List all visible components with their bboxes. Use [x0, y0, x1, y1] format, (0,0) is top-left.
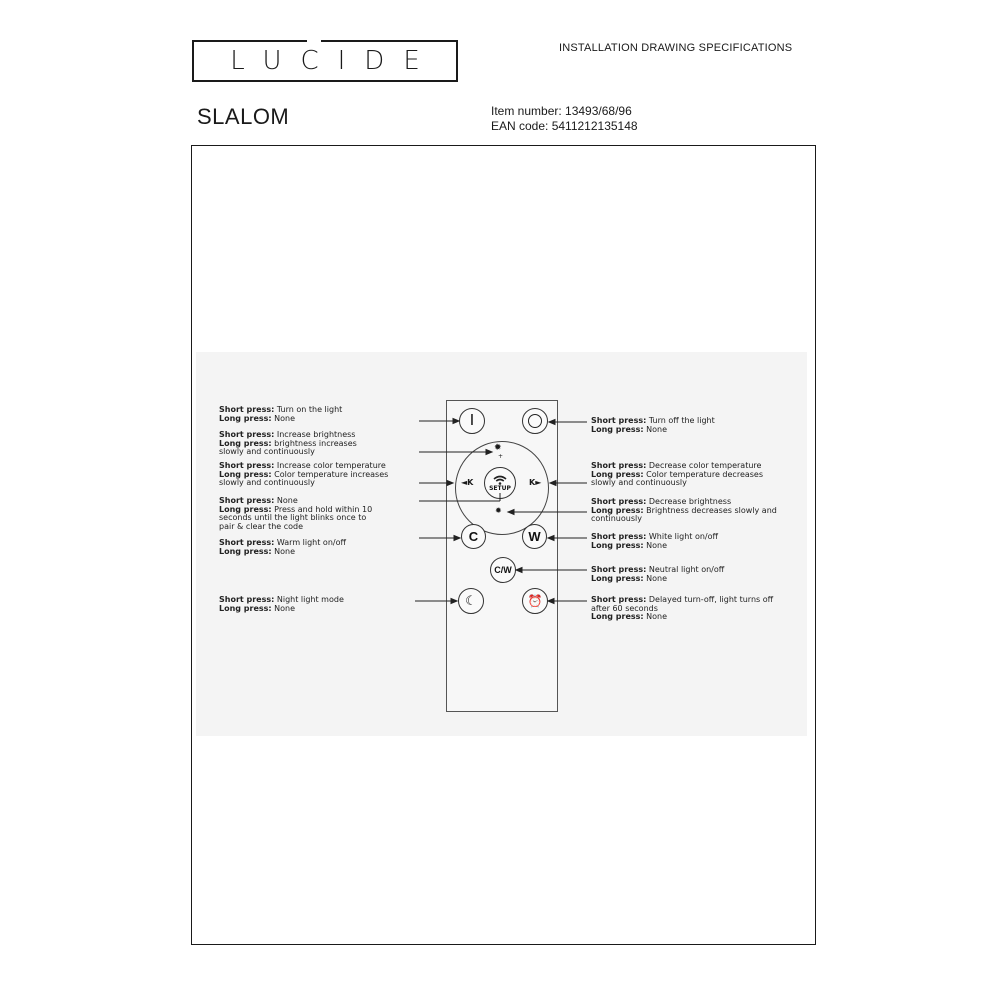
power-on-button: I [459, 408, 485, 434]
desc-brightness-up: Short press: Increase brightness Long press: brightness increases slowly and continuously [219, 430, 357, 457]
ean-code: EAN code: 5411212135148 [491, 119, 638, 133]
desc-brightness-down: Short press: Decrease brightness Long press: Brightness decreases slowly and continuously [591, 497, 777, 524]
desc-warm-light: Short press: Warm light on/off Long press: None [219, 538, 346, 556]
product-name: SLALOM [197, 104, 290, 129]
warm-light-button: C [461, 524, 486, 549]
alarm-clock-icon: ⏰ [527, 594, 543, 608]
desc-color-temp-down: Short press: Decrease color temperature Long press: Color temperature decreases slowly and continuously [591, 461, 764, 488]
neutral-light-button: C/W [490, 557, 516, 583]
desc-timer: Short press: Delayed turn-off, light turns off after 60 seconds Long press: None [591, 595, 774, 622]
logo-text: LUCIDE [230, 46, 439, 76]
desc-color-temp-up: Short press: Increase color temperature Long press: Color temperature increases slowly and continuously [219, 461, 389, 488]
item-number: Item number: 13493/68/96 [491, 104, 632, 118]
white-light-button: W [522, 524, 547, 549]
setup-label: SETUP [489, 484, 511, 492]
brightness-down-icon: ✹ [495, 506, 502, 515]
desc-power-on: Short press: Turn on the light Long press: None [219, 405, 343, 423]
plus-icon: + [498, 453, 504, 460]
k-left-button: ◄K [461, 478, 474, 487]
desc-setup: Short press: None Long press: Press and hold within 10 seconds until the light blinks once to pair & clear the code [219, 496, 373, 531]
document-type: INSTALLATION DRAWING SPECIFICATIONS [559, 42, 793, 54]
desc-night-light: Short press: Night light mode Long press: None [219, 595, 344, 613]
moon-star-icon: ☾ [465, 593, 477, 609]
desc-white-light: Short press: White light on/off Long press: None [591, 532, 719, 550]
desc-power-off: Short press: Turn off the light Long press: None [591, 416, 715, 434]
brightness-up-icon: ✹ [494, 443, 502, 453]
k-right-button: K► [529, 478, 542, 487]
desc-neutral-light: Short press: Neutral light on/off Long press: None [591, 565, 725, 583]
